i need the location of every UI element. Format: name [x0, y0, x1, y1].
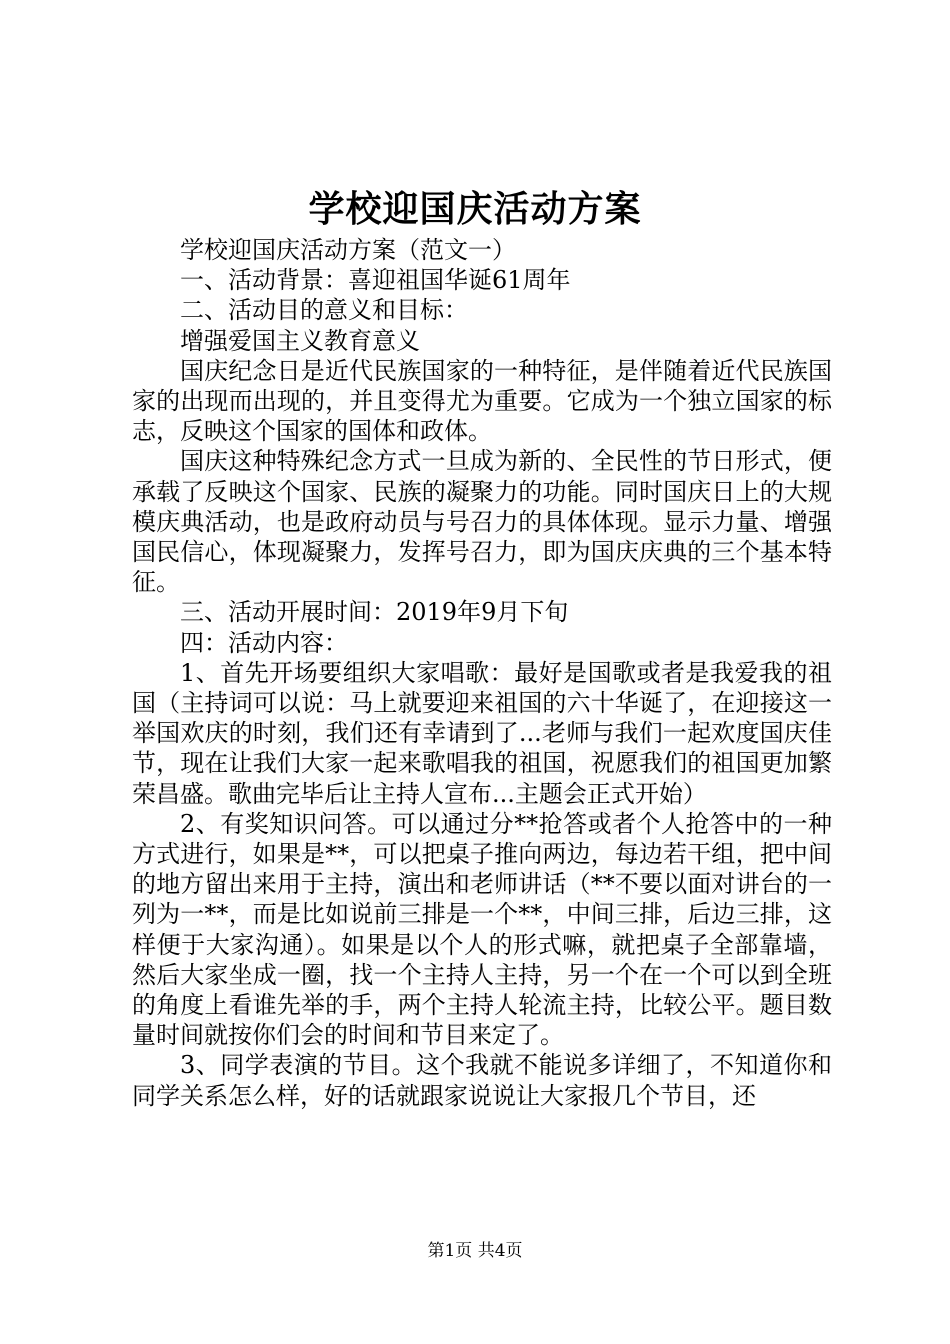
- paragraph-subtitle: 学校迎国庆活动方案（范文一）: [180, 236, 516, 264]
- paragraph-background: 一、活动背景：喜迎祖国华诞61周年: [180, 266, 571, 295]
- paragraph-content-heading: 四：活动内容：: [180, 628, 348, 657]
- paragraph-content-item-3: 3、同学表演的节目。这个我就不能说多详细了，不知道你和同学关系怎么样，好的话就跟家说说让大家报几个节目，还: [132, 1051, 832, 1110]
- paragraph-time: 三、活动开展时间：2019年9月下旬: [180, 598, 569, 627]
- document-title: 学校迎国庆活动方案: [308, 188, 642, 230]
- paragraph-national-day-feature: 国庆纪念日是近代民族国家的一种特征，是伴随着近代民族国家的出现而出现的，并且变得尤为重要。它成为一个独立国家的标志，反映这个国家的国体和政体。: [132, 356, 832, 446]
- paragraph-content-item-2: 2、有奖知识问答。可以通过分**抢答或者个人抢答中的一种方式进行，如果是**，可以把桌子推向两边，每边若干组，把中间的地方留出来用于主持，演出和老师讲话（**不要以面对讲台的一列为一**，而是比如说前三排是一个**，中间三排，后边三排，这样便于大家沟通）。如果是以个人的形式嘛，就把桌子全部靠墙，然后大家坐成一圈，找一个主持人主持，另一个在一个可以到全班的角度上看谁先举的手，两个主持人轮流主持，比较公平。题目数量时间就按你们会的时间和节目来定了。: [132, 809, 832, 1050]
- paragraph-purpose-item: 增强爱国主义教育意义: [180, 326, 420, 355]
- paragraph-content-item-1: 1、首先开场要组织大家唱歌：最好是国歌或者是我爱我的祖国（主持词可以说：马上就要迎来祖国的六十华诞了，在迎接这一举国欢庆的时刻，我们还有幸请到了...老师与我们一起欢度国庆佳节，现在让我们大家一起来歌唱我的祖国，祝愿我们的祖国更加繁荣昌盛。歌曲完毕后让主持人宣布...主题会正式开始）: [132, 658, 832, 808]
- page-footer: 第1页 共4页: [427, 1241, 523, 1261]
- paragraph-purpose-heading: 二、活动目的意义和目标：: [180, 296, 468, 325]
- document-body: [132, 235, 832, 1111]
- paragraph-national-day-function: 国庆这种特殊纪念方式一旦成为新的、全民性的节日形式，便承载了反映这个国家、民族的凝聚力的功能。同时国庆日上的大规模庆典活动，也是政府动员与号召力的具体体现。显示力量、增强国民信心，体现凝聚力，发挥号召力，即为国庆庆典的三个基本特征。: [132, 447, 832, 597]
